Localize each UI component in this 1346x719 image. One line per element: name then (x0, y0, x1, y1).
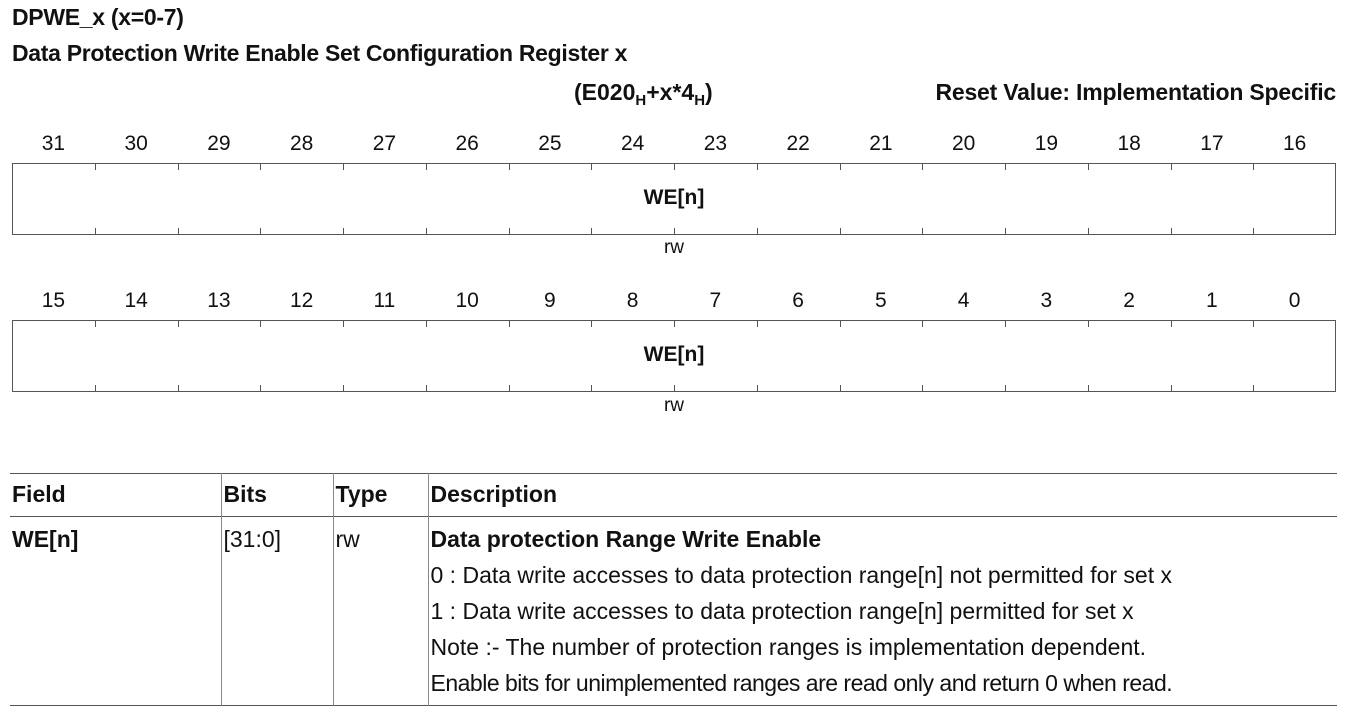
bit-tick (178, 321, 179, 327)
address-open: (E020 (574, 79, 636, 105)
bit-number: 23 (703, 132, 728, 155)
bit-tick (1171, 228, 1172, 234)
bit-tick (343, 321, 344, 327)
bit-tick (1005, 228, 1006, 234)
bit-tick (922, 321, 923, 327)
bit-number: 5 (875, 289, 887, 312)
bit-tick (1088, 228, 1089, 234)
bit-tick (1171, 385, 1172, 391)
bit-tick (674, 164, 675, 170)
bit-tick (757, 321, 758, 327)
bit-tick (840, 385, 841, 391)
bit-number: 26 (455, 132, 479, 155)
table-header-row (10, 474, 1337, 517)
bit-tick (178, 164, 179, 170)
reset-value: Reset Value: Implementation Specific (935, 79, 1336, 105)
bit-tick (1005, 385, 1006, 391)
cell-type: rw (333, 517, 428, 706)
header-description: Description (428, 474, 1337, 517)
address-close: ) (705, 79, 713, 105)
bit-number: 17 (1200, 132, 1224, 155)
bit-number: 29 (207, 132, 231, 155)
access-lower: rw (663, 395, 685, 416)
bit-number: 22 (786, 132, 810, 155)
bit-tick (260, 228, 261, 234)
bit-number: 16 (1282, 132, 1307, 155)
bit-number: 20 (951, 132, 976, 155)
bit-tick (1088, 164, 1089, 170)
bit-tick (674, 385, 675, 391)
bit-tick (426, 164, 427, 170)
bit-tick (1005, 321, 1006, 327)
bit-number: 19 (1034, 132, 1059, 155)
bit-tick (674, 321, 675, 327)
bit-numbers-upper (12, 131, 1336, 157)
bit-tick (1088, 385, 1089, 391)
bit-number: 15 (41, 289, 66, 312)
bit-number: 27 (372, 132, 397, 155)
bit-number: 12 (289, 289, 314, 312)
bit-tick (757, 385, 758, 391)
bit-number: 18 (1117, 132, 1141, 155)
bit-tick (509, 228, 510, 234)
description-title: Data protection Range Write Enable (430, 526, 822, 552)
bit-tick (95, 385, 96, 391)
bit-number: 14 (124, 289, 148, 312)
bit-tick (509, 385, 510, 391)
cell-field: WE[n] (12, 526, 79, 552)
bit-number: 11 (373, 289, 396, 312)
bit-numbers-lower (12, 288, 1336, 314)
bit-tick (343, 228, 344, 234)
register-address (574, 79, 713, 109)
bit-tick (260, 164, 261, 170)
field-table (10, 473, 1337, 706)
register-name: DPWE_x (x=0-7) (12, 4, 184, 30)
header-type: Type (333, 474, 428, 517)
bit-number: 13 (207, 289, 231, 312)
bit-tick (95, 321, 96, 327)
description-line: 0 : Data write accesses to data protection range[n] not permitted for set x (430, 562, 1172, 588)
bit-tick (1253, 385, 1254, 391)
bit-number: 4 (957, 289, 970, 312)
bit-tick (1253, 228, 1254, 234)
bit-tick (343, 164, 344, 170)
bit-tick (591, 321, 592, 327)
bit-number: 28 (289, 132, 314, 155)
bit-number: 7 (709, 289, 722, 312)
bit-tick (178, 228, 179, 234)
access-upper: rw (663, 237, 685, 258)
bit-tick (1253, 321, 1254, 327)
bit-tick (95, 164, 96, 170)
header-bits: Bits (221, 474, 333, 517)
bit-tick (591, 228, 592, 234)
bit-tick (674, 228, 675, 234)
bit-tick (922, 164, 923, 170)
cell-bits: [31:0] (221, 517, 333, 706)
bit-number: 31 (41, 132, 66, 155)
bit-tick (840, 164, 841, 170)
register-box-upper (12, 163, 1336, 235)
register-box-lower (12, 320, 1336, 392)
field-label-lower: WE[n] (643, 343, 705, 366)
address-sub-2: H (694, 92, 706, 109)
bit-tick (1005, 164, 1006, 170)
bit-number: 0 (1288, 289, 1301, 312)
cell-description (428, 517, 1337, 706)
bit-number: 1 (1206, 289, 1218, 312)
bit-tick (343, 385, 344, 391)
bit-tick (95, 228, 96, 234)
bit-number: 10 (455, 289, 479, 312)
bit-number: 8 (626, 289, 639, 312)
bit-tick (591, 385, 592, 391)
bit-tick (426, 385, 427, 391)
bit-tick (509, 321, 510, 327)
bit-tick (1253, 164, 1254, 170)
bit-tick (1171, 164, 1172, 170)
description-line: Note :- The number of protection ranges is implementation dependent. (430, 634, 1147, 660)
table-row (10, 517, 1337, 706)
bit-tick (757, 164, 758, 170)
bit-tick (840, 228, 841, 234)
bit-number: 21 (869, 132, 893, 155)
bit-tick (591, 164, 592, 170)
bit-tick (1171, 321, 1172, 327)
bit-tick (260, 385, 261, 391)
address-sub-1: H (635, 92, 647, 109)
bit-tick (757, 228, 758, 234)
bit-tick (922, 228, 923, 234)
description-line: Enable bits for unimplemented ranges are read only and return 0 when read. (430, 670, 1173, 696)
bit-number: 2 (1123, 289, 1135, 312)
header-field: Field (12, 481, 66, 507)
bit-tick (178, 385, 179, 391)
bit-number: 25 (538, 132, 562, 155)
bit-number: 3 (1040, 289, 1053, 312)
bit-tick (426, 321, 427, 327)
bit-tick (922, 385, 923, 391)
address-mid: +x*4 (646, 79, 695, 105)
register-title: Data Protection Write Enable Set Configuration Register x (12, 40, 628, 66)
bit-tick (509, 164, 510, 170)
bit-tick (426, 228, 427, 234)
bit-tick (1088, 321, 1089, 327)
bit-number: 30 (124, 132, 148, 155)
bit-tick (840, 321, 841, 327)
description-line: 1 : Data write accesses to data protection range[n] permitted for set x (430, 598, 1134, 624)
field-label-upper: WE[n] (643, 186, 705, 209)
bit-tick (260, 321, 261, 327)
bit-number: 24 (620, 132, 645, 155)
bit-number: 6 (792, 289, 804, 312)
bit-number: 9 (544, 289, 556, 312)
